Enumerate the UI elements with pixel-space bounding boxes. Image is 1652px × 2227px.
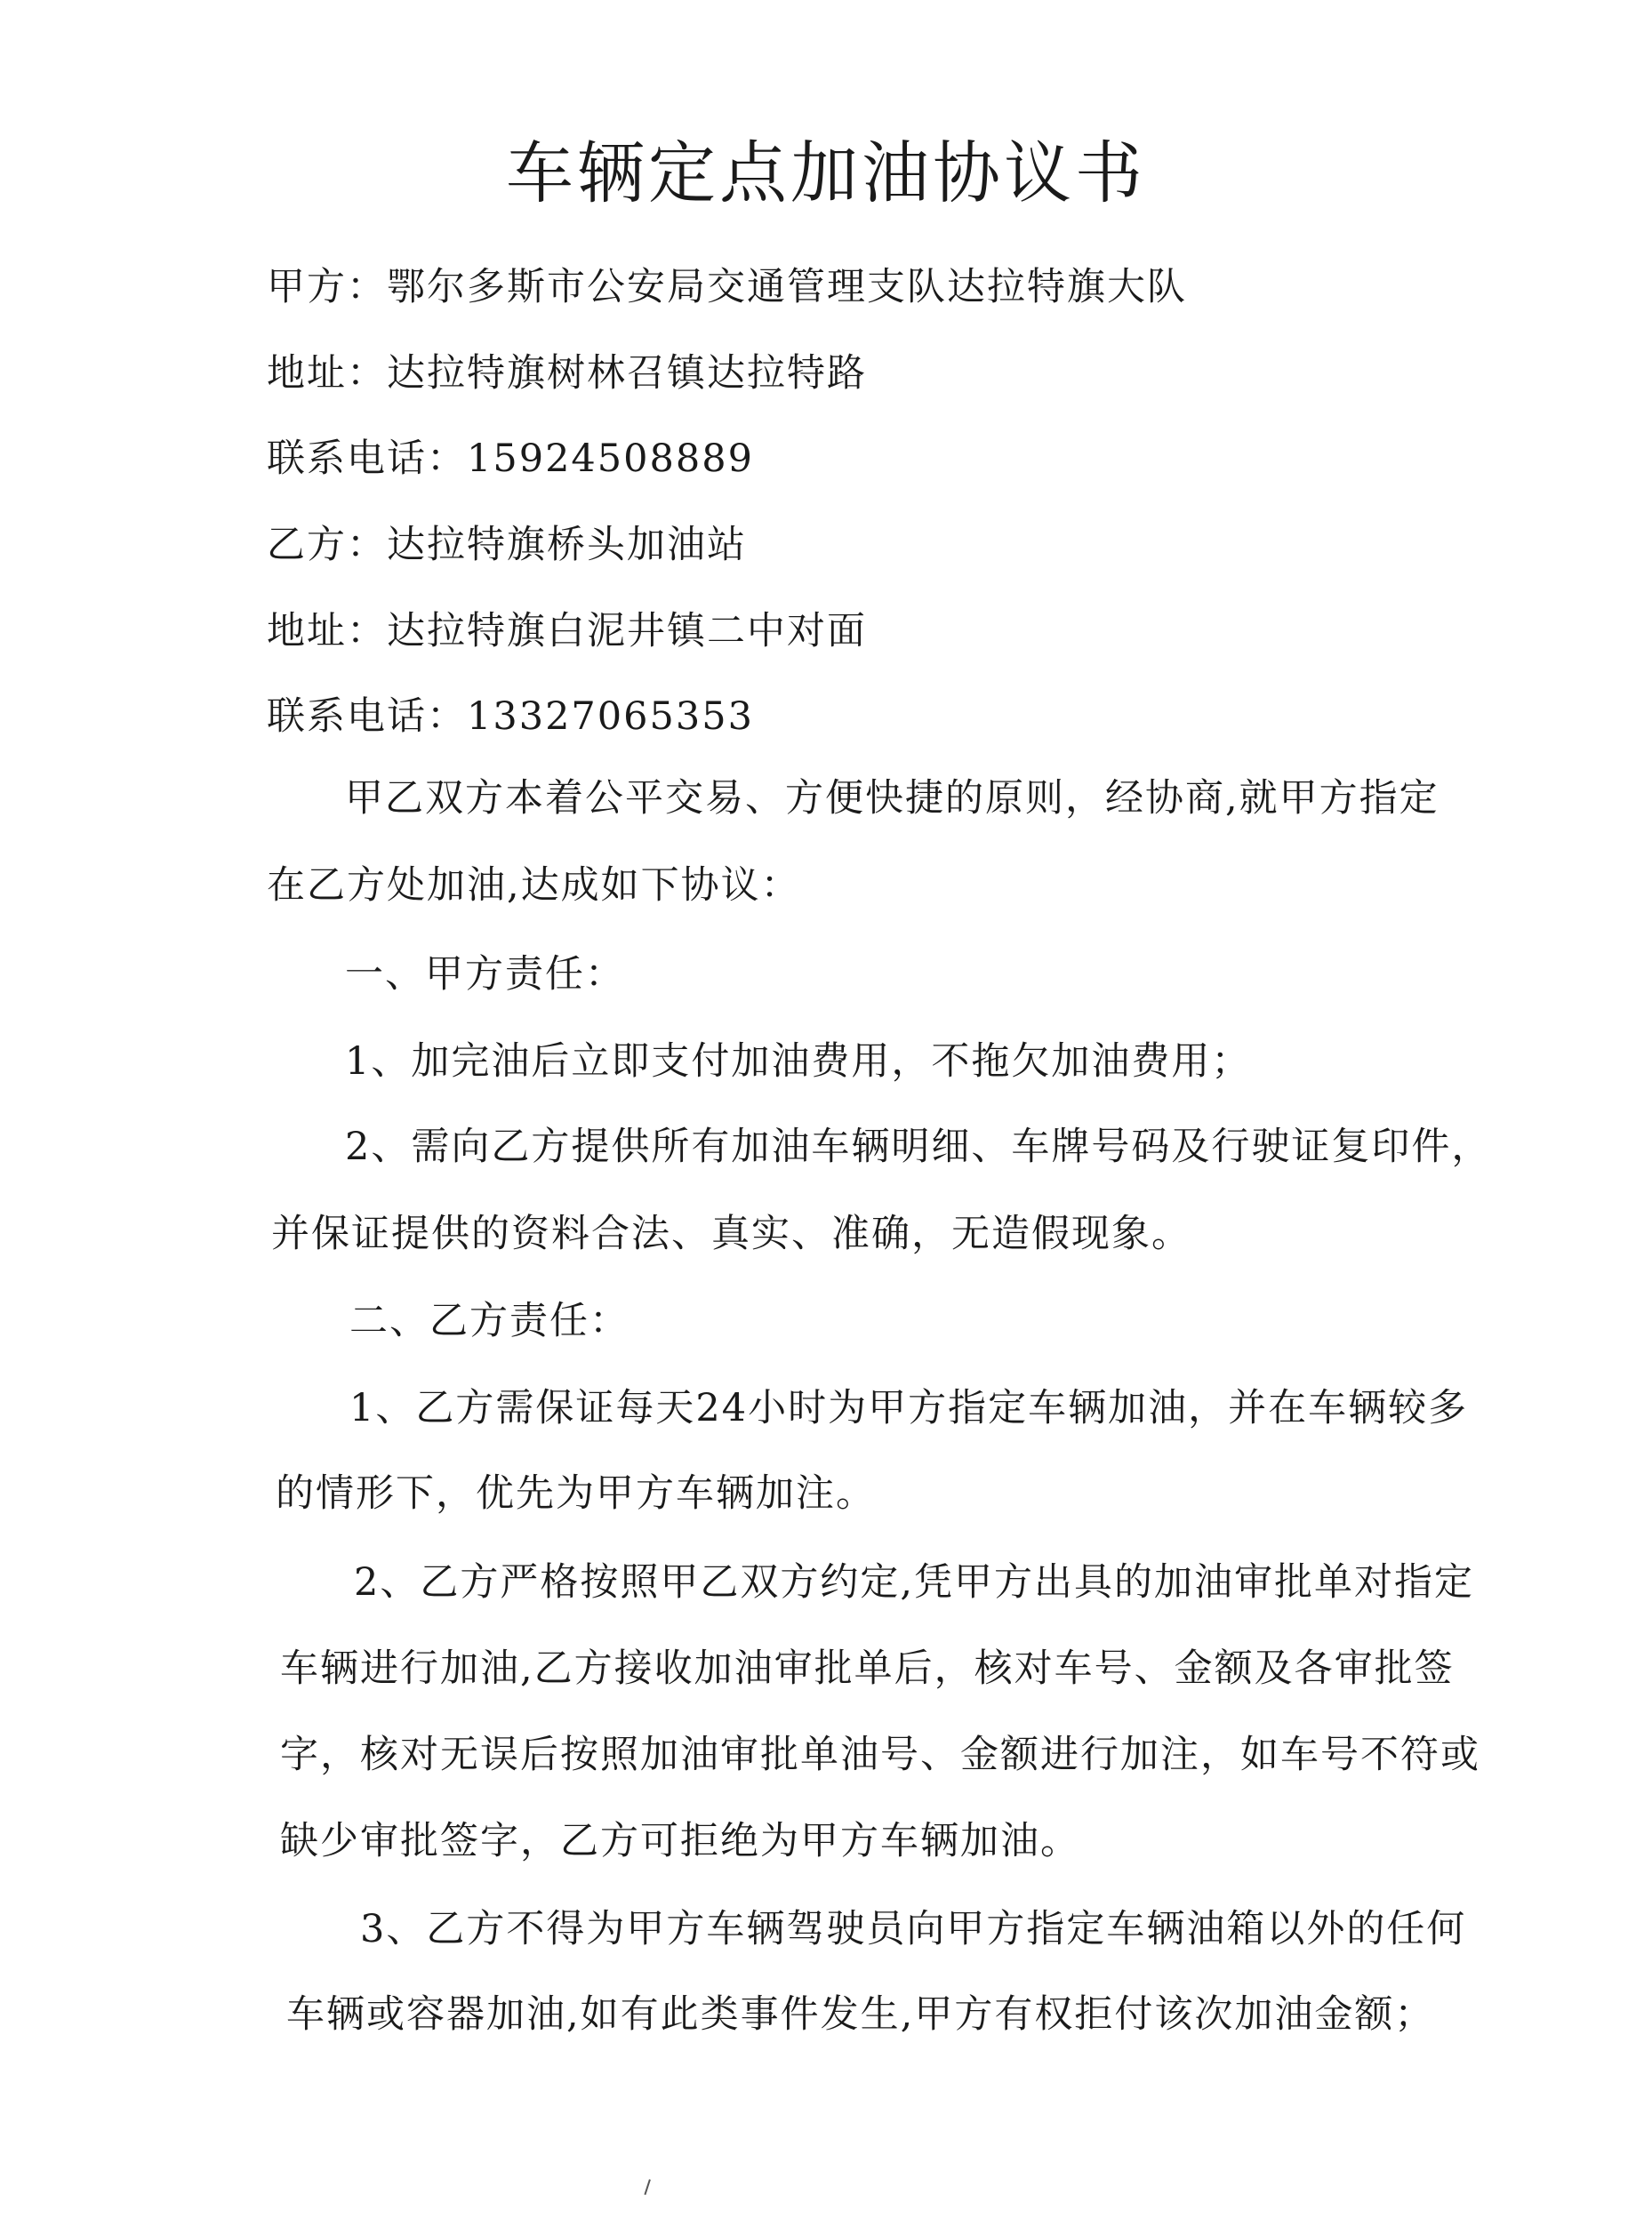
intro-line-1: 甲乙双方本着公平交易、方便快捷的原则，经协商,就甲方指定 [345, 776, 1439, 821]
section-a-heading: 一、甲方责任： [345, 952, 625, 997]
clause-b2-line-3: 字，核对无误后按照加油审批单油号、金额进行加注，如车号不符或 [280, 1733, 1480, 1777]
clause-b3-line-1: 3、乙方不得为甲方车辆驾驶员向甲方指定车辆油箱以外的任何 [360, 1907, 1467, 1951]
clause-b1-line-2: 的情形下，优先为甲方车辆加注。 [276, 1471, 876, 1516]
scan-artifact-mark [644, 2179, 655, 2197]
clause-a1: 1、加完油后立即支付加油费用，不拖欠加油费用； [345, 1039, 1252, 1084]
intro-line-2: 在乙方处加油,达成如下协议： [267, 863, 801, 908]
clause-b2-line-1: 2、乙方严格按照甲乙双方约定,凭甲方出具的加油审批单对指定 [354, 1560, 1475, 1605]
section-b-heading: 二、乙方责任： [349, 1299, 630, 1343]
party-a-name: 甲方：鄂尔多斯市公安局交通管理支队达拉特旗大队 [267, 265, 1187, 309]
party-b-address: 地址：达拉特旗白泥井镇二中对面 [267, 609, 867, 653]
clause-a2-line-1: 2、需向乙方提供所有加油车辆明细、车牌号码及行驶证复印件， [345, 1125, 1492, 1169]
party-a-address: 地址：达拉特旗树林召镇达拉特路 [267, 351, 867, 396]
clause-b3-line-2: 车辆或容器加油,如有此类事件发生,甲方有权拒付该次加油金额； [286, 1992, 1435, 2037]
party-b-name: 乙方：达拉特旗桥头加油站 [267, 523, 747, 567]
document-title: 车辆定点加油协议书 [506, 133, 1146, 212]
clause-b2-line-4: 缺少审批签字，乙方可拒绝为甲方车辆加油。 [280, 1819, 1080, 1863]
clause-b1-line-1: 1、乙方需保证每天24小时为甲方指定车辆加油，并在车辆较多 [349, 1386, 1469, 1430]
party-a-phone: 联系电话：15924508889 [267, 437, 754, 481]
clause-b2-line-2: 车辆进行加油,乙方接收加油审批单后，核对车号、金额及各审批签 [280, 1646, 1455, 1691]
clause-a2-line-2: 并保证提供的资料合法、真实、准确，无造假现象。 [271, 1212, 1191, 1256]
party-b-phone: 联系电话：13327065353 [267, 694, 754, 739]
